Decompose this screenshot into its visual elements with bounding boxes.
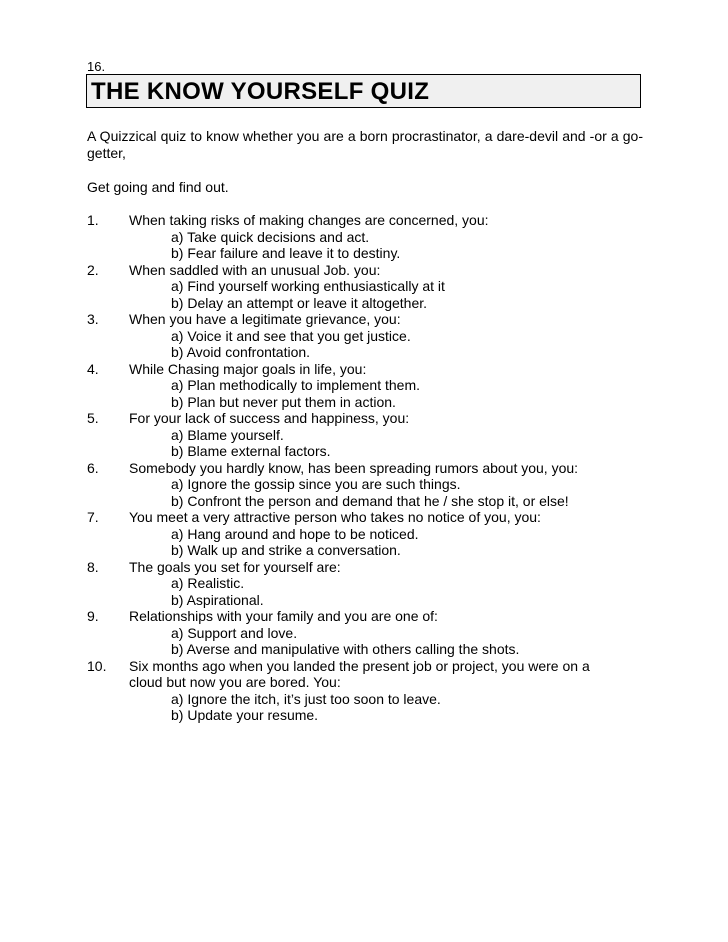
option-b: b) Blame external factors. xyxy=(171,443,331,459)
question-number: 8. xyxy=(87,558,99,575)
question-text: Somebody you hardly know, has been spreading rumors about you, you: xyxy=(129,459,579,476)
question-item xyxy=(87,212,647,262)
page-title: THE KNOW YOURSELF QUIZ xyxy=(91,78,430,105)
option-a: a) Ignore the gossip since you are such things. xyxy=(171,476,461,492)
option-b: b) Walk up and strike a conversation. xyxy=(171,542,401,558)
question-number: 7. xyxy=(87,509,99,525)
option-b: b) Aspirational. xyxy=(171,591,264,608)
question-number: 4. xyxy=(87,360,99,377)
question-item xyxy=(87,311,647,361)
option-b: b) Averse and manipulative with others calling the shots. xyxy=(171,641,520,657)
question-item xyxy=(87,460,647,510)
question-text: Six months ago when you landed the present job or project, you were on a cloud but now you are bored. You: xyxy=(129,657,590,690)
option-a: a) Realistic. xyxy=(171,575,245,591)
question-number: 10. xyxy=(87,657,107,674)
title-box xyxy=(86,74,641,108)
question-text: For your lack of success and happiness, you: xyxy=(129,410,410,426)
question-item xyxy=(87,361,647,411)
option-a: a) Blame yourself. xyxy=(171,426,284,443)
question-number: 1. xyxy=(87,212,99,228)
option-b: b) Update your resume. xyxy=(171,707,319,723)
question-text: When saddled with an unusual Job. you: xyxy=(129,261,381,278)
option-b: b) Fear failure and leave it to destiny. xyxy=(171,245,401,261)
option-b: b) Delay an attempt or leave it altogether. xyxy=(171,294,428,311)
question-list xyxy=(87,212,647,724)
question-item xyxy=(87,410,647,460)
option-a: a) Ignore the itch, it’s just too soon to leave. xyxy=(171,690,441,707)
question-item xyxy=(87,509,647,559)
question-item xyxy=(87,262,647,312)
question-text: You meet a very attractive person who takes no notice of you, you: xyxy=(129,509,541,525)
question-number: 2. xyxy=(87,261,99,278)
question-item xyxy=(87,608,647,658)
tagline: Get going and find out. xyxy=(87,179,229,195)
intro-paragraph: A Quizzical quiz to know whether you are a born procrastinator, a dare-devil and -or a go-getter, xyxy=(87,128,643,161)
question-text: The goals you set for yourself are: xyxy=(129,558,341,575)
option-a: a) Find yourself working enthusiastically at it xyxy=(171,278,445,294)
question-text: While Chasing major goals in life, you: xyxy=(129,360,367,377)
option-b: b) Avoid confrontation. xyxy=(171,344,311,360)
option-b: b) Plan but never put them in action. xyxy=(171,393,396,410)
question-text: When you have a legitimate grievance, you: xyxy=(129,311,401,327)
question-text: Relationships with your family and you are one of: xyxy=(129,608,438,624)
option-a: a) Voice it and see that you get justice. xyxy=(171,327,411,344)
question-number: 6. xyxy=(87,459,99,476)
option-a: a) Support and love. xyxy=(171,624,298,641)
option-b: b) Confront the person and demand that he / she stop it, or else! xyxy=(171,492,569,509)
page-number: 16. xyxy=(87,59,106,74)
question-number: 5. xyxy=(87,410,99,426)
option-a: a) Hang around and hope to be noticed. xyxy=(171,525,419,542)
question-number: 9. xyxy=(87,608,99,624)
option-a: a) Take quick decisions and act. xyxy=(171,228,370,245)
question-text: When taking risks of making changes are concerned, you: xyxy=(129,212,489,228)
option-a: a) Plan methodically to implement them. xyxy=(171,377,420,393)
question-item xyxy=(87,559,647,609)
question-item xyxy=(87,658,647,724)
question-number: 3. xyxy=(87,311,99,327)
